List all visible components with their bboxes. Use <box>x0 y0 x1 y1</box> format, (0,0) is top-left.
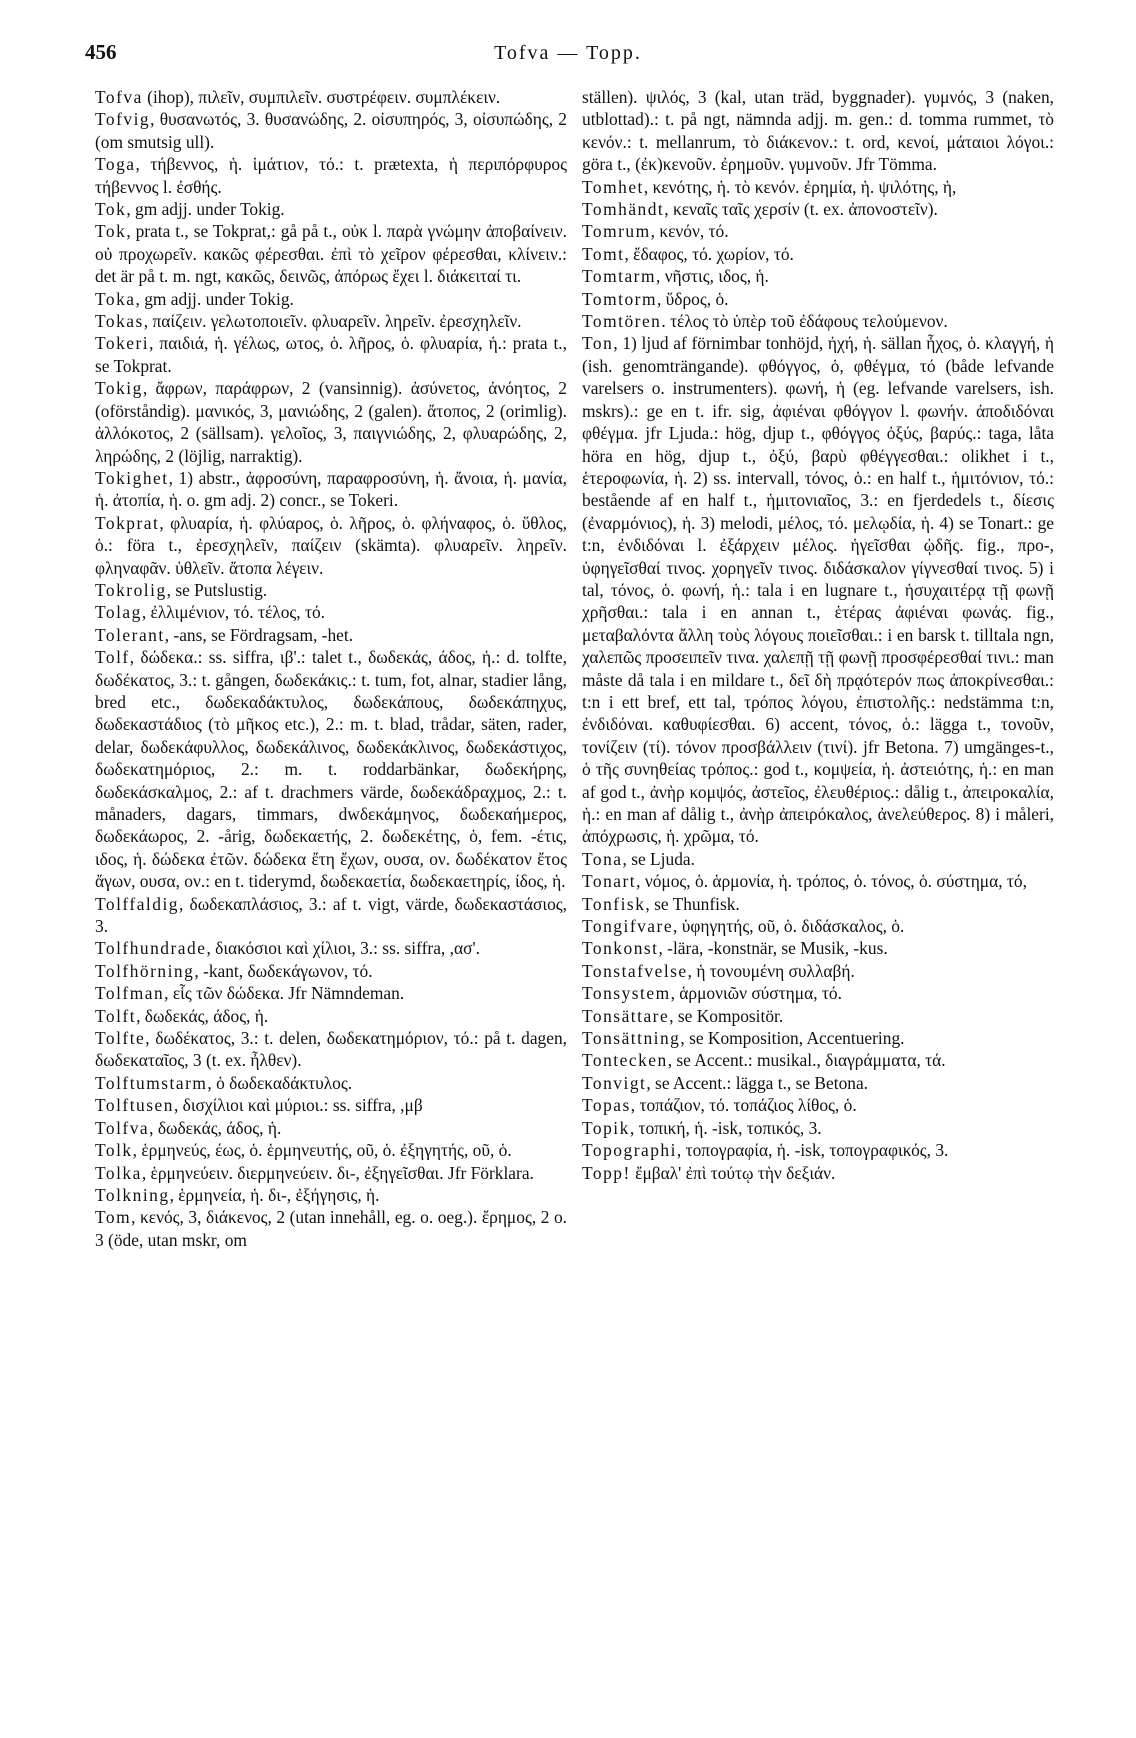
entry-definition: ställen). ψιλός, 3 (kal, utan träd, byggnader). γυμνός, 3 (naken, utblottad).: t. på ngt, nämnda adjj. m. gen.: d. tomma rummet, τὸ κενόν.: t. mellanrum, τὸ διάκενον.: t. ord, κενοί, μάταιοι λόγοι.: göra t., (ἐκ)κενοῦν. ἐρημοῦν. γυμνοῦν. Jfr Tömma. <box>582 87 1054 175</box>
entry-headword: Tolfva <box>95 1117 150 1138</box>
dictionary-entry <box>95 377 567 467</box>
entry-definition: , ὑφηγητής, οῦ, ὁ. διδάσκαλος, ὁ. <box>673 916 905 937</box>
entry-definition: , ἑρμηνεύειν. διερμηνεύειν. δι-, ἐξηγεῖσθαι. Jfr Förklara. <box>141 1162 534 1183</box>
entry-definition: , gm adjj. under Tokig. <box>135 288 294 309</box>
entry-definition: , δωδέκατος, 3.: t. delen, δωδεκατημόριον, τό.: på t. dagen, δωδεκαταῖος, 3 (t. ex. ἦλθεν). <box>95 1028 567 1071</box>
dictionary-entry <box>95 1027 567 1072</box>
right-column <box>582 86 1054 1184</box>
entry-definition: , τοπική, ἡ. -isk, τοπικός, 3. <box>629 1117 822 1138</box>
entry-headword: Tolftusen <box>95 1095 174 1116</box>
entry-headword: Tok <box>95 199 127 220</box>
dictionary-entry <box>582 288 1054 310</box>
dictionary-entry <box>582 915 1054 937</box>
entry-definition: , prata t., se Tokprat,: gå på t., οὐκ l. παρὰ γνώμην ἀποβαίνειν. οὐ προχωρεῖν. κακῶς φέρεσθαι. ἐπὶ τὸ χεῖρον φέρεσθαι, κλίνειν.: det är på t. m. ngt, κακῶς, δεινῶς, ἀπόρως ἔχει l. διάκειταί τι. <box>95 221 567 287</box>
entry-headword: Tok <box>95 221 127 242</box>
entry-headword: Tonsättning <box>582 1028 681 1049</box>
dictionary-entry <box>582 1027 1054 1049</box>
entry-definition: , -kant, δωδεκάγωνον, τό. <box>194 960 373 981</box>
entry-headword: Tonart <box>582 871 637 892</box>
entry-headword: Tonsättare <box>582 1005 670 1026</box>
dictionary-entry <box>582 243 1054 265</box>
entry-headword: Tolftumstarm <box>95 1072 208 1093</box>
entry-definition: , κεναῖς ταῖς χερσίν (t. ex. ἀπονοστεῖν). <box>664 199 938 220</box>
dictionary-entry <box>582 1094 1054 1116</box>
entry-headword: Tolft <box>95 1005 137 1026</box>
entry-headword: Tonfisk <box>582 893 646 914</box>
dictionary-entry <box>582 960 1054 982</box>
entry-headword: Tokprat <box>95 512 160 533</box>
entry-headword: Ton <box>582 333 614 354</box>
dictionary-entry <box>95 624 567 646</box>
dictionary-entry <box>582 265 1054 287</box>
entry-definition: , εἷς τῶν δώδεκα. Jfr Nämndeman. <box>164 983 405 1004</box>
entry-definition: , κενότης, ἡ. τὸ κενόν. ἐρημία, ἡ. ψιλότης, ἡ, <box>643 176 957 197</box>
entry-definition: , τοπάζιον, τό. τοπάζιος λίθος, ὁ. <box>630 1095 857 1116</box>
entry-definition: , ὁ δωδεκαδάκτυλος. <box>207 1072 353 1093</box>
dictionary-entry <box>95 332 567 377</box>
entry-definition: , ἄφρων, παράφρων, 2 (vansinnig). ἀσύνετος, ἀνόητος, 2 (oförståndig). μανικός, 3, μανιώδης, 2 (galen). ἄτοπος, 2 (orimlig). ἀλλόκοτος, 2 (sällsam). γελοῖος, 3, παιγνιώδης, 2, φλυαρώδης, 2, ληρώδης, 2 (löjlig, narraktig). <box>95 378 567 466</box>
entry-headword: Tolfhundrade <box>95 938 207 959</box>
dictionary-entry <box>582 86 1054 176</box>
entry-headword: Tokas <box>95 311 144 332</box>
entry-headword: Tokig <box>95 378 143 399</box>
entry-definition: , δισχίλιοι καὶ μύριοι.: ss. siffra, ,μβ <box>173 1095 423 1116</box>
dictionary-entry <box>582 1005 1054 1027</box>
entry-headword: Toga <box>95 154 136 175</box>
dictionary-entry <box>582 332 1054 847</box>
dictionary-entry <box>582 982 1054 1004</box>
entry-headword: Tomtorm <box>582 288 657 309</box>
dictionary-entry <box>582 1139 1054 1161</box>
entry-definition: , ἔδαφος, τό. χωρίον, τό. <box>624 243 794 264</box>
entry-headword: Tolka <box>95 1162 142 1183</box>
entry-definition: , se Accent.: musikal., διαγράμματα, τά. <box>667 1050 946 1071</box>
dictionary-entry <box>95 220 567 287</box>
entry-headword: Tonvigt <box>582 1072 647 1093</box>
entry-headword: Tomhändt <box>582 199 665 220</box>
entry-headword: Tolkning <box>95 1184 170 1205</box>
dictionary-entry <box>95 288 567 310</box>
entry-definition: , se Thunfisk. <box>645 893 740 914</box>
entry-definition: , gm adjj. under Tokig. <box>126 199 285 220</box>
dictionary-entry <box>582 310 1054 332</box>
entry-definition: , ἑρμηνεύς, έως, ὁ. ἑρμηνευτής, οῦ, ὁ. ἐξηγητής, οῦ, ὁ. <box>132 1140 512 1161</box>
dictionary-entry <box>95 646 567 892</box>
entry-definition: (ihop), πιλεῖν, συμπιλεῖν. συστρέφειν. συμπλέκειν. <box>142 87 501 107</box>
dictionary-entry <box>582 176 1054 198</box>
entry-definition: , -ans, se Fördragsam, -het. <box>164 624 354 645</box>
entry-headword: Tolfhörning <box>95 960 195 981</box>
dictionary-entry <box>582 893 1054 915</box>
dictionary-entry <box>582 198 1054 220</box>
entry-headword: Topik <box>582 1117 630 1138</box>
entry-definition: , κενός, 3, διάκενος, 2 (utan innehåll, eg. o. oeg.). ἔρημος, 2 o. 3 (öde, utan mskr, om <box>95 1207 567 1250</box>
entry-headword: Tolk <box>95 1140 133 1161</box>
entry-definition: , νόμος, ὁ. ἁρμονία, ἡ. τρόπος, ὁ. τόνος, ὁ. σύστημα, τό, <box>636 871 1027 892</box>
entry-definition: , διακόσιοι καὶ χίλιοι, 3.: ss. siffra, ,ασ'. <box>206 938 480 959</box>
entry-definition: , 1) ljud af förnimbar tonhöjd, ἠχή, ἡ. sällan ἦχος, ὁ. κλαγγή, ἡ (ish. genomträngande). φθόγγος, ὁ, φθέγμα, τό (både lefvande varelsers o. instrumenters). φωνή, ἡ (eg. lefvande varelsers, ish. mskrs).: ge en t. ifr. sig, ἀφιέναι φθόγγον l. φωνήν. ἀποδιδόναι φθέγμα. jfr Ljuda.: hög, djup t., φθόγγος ὀξύς, βαρύς.: taga, låta höra en hög, djup t., ὀξύ, βαρὺ φθέγγεσθαι.: olikhet i t., ἑτεροφωνία, ἡ. 2) ss. intervall, τόνος, ὁ.: en half t., ἡμιτόνιον, τό.: bestående af en half t., ἡμιτονιαῖος, 3.: en fjerdedels t., δίεσις (ἐναρμόνιος), ἡ. 3) melodi, μέλος, τό. μελῳδία, ἡ. 4) se Tonart.: ge t:n, ἐνδιδόναι l. ἐξάρχειν μέλος. ἡγεῖσθαι ᾠδῆς. fig., προ-, ὑφηγεῖσθαί τινος. χορηγεῖν τινος. διδάσκαλον γίγνεσθαί τινος. 5) i tal, τόνος, ὁ. φωνή, ἡ.: tala i en lugnare t., ἡσυχαιτέρᾳ τῇ φωνῇ χρῆσθαι.: tala i en annan t., ἑτέρας ἀφιέναι φωνάς. fig., μεταβαλόντα ἄλλη τοὺς λόγους ποιεῖσθαι.: i en barsk t. tilltala ngn, χαλεπῶς προσειπεῖν τινα. χαλεπῇ τῇ φωνῇ προσφέρεσθαί τινι.: man måste då tala i en mildare t., δεῖ δὴ πρᾳότερόν πως ἀποκρίνεσθαι.: t:n i ett bref, ett tal, τρόπος λόγου, ἐπιστολῆς.: nedstämma t:n, ἐνδιδόναι. καθυφίεσθαι. 6) accent, τόνος, ὁ.: lägga t., τονοῦν, τονίζειν (τί). τόνον προσβάλλειν (τινί). jfr Betona. 7) umgänges-t., ὁ τῆς συνηθείας τρόπος.: god t., κομψεία, ἡ. ἀστειότης, ἡ.: en man af god t., ἀνὴρ κομψός, ἀστεῖος, ἐλευθέριος.: dålig t., ἀπειροκαλία, ἡ.: en man af dålig t., ἀνὴρ ἀπειρόκαλος, ἀνελεύθερος. 8) i måleri, ἀπόχρωσις, ἡ. χρῶμα, τό. <box>582 333 1054 847</box>
entry-headword: Tokighet <box>95 467 169 488</box>
entry-definition: , se Ljuda. <box>622 848 695 869</box>
entry-definition: , 1) abstr., ἀφροσύνη, παραφροσύνη, ἡ. ἄνοια, ἡ. μανία, ἡ. ἀτοπία, ἡ. o. gm adj. 2) concr., se Tokeri. <box>95 467 567 511</box>
dictionary-entry <box>95 108 567 153</box>
entry-definition: , ἡ τονουμένη συλλαβή. <box>687 960 855 981</box>
entry-definition: , se Accent.: lägga t., se Betona. <box>646 1072 869 1093</box>
entry-headword: Tonkonst <box>582 938 659 959</box>
dictionary-entry <box>95 1139 567 1161</box>
entry-definition: , τήβεννος, ἡ. ἱμάτιον, τό.: t. prætexta, ἡ περιπόρφυρος τήβεννος l. ἐσθής. <box>95 154 567 197</box>
dictionary-entry <box>582 1072 1054 1094</box>
entry-headword: Tongifvare <box>582 916 674 937</box>
dictionary-entry <box>582 848 1054 870</box>
entry-definition: , ὕδρος, ὁ. <box>656 288 729 309</box>
entry-headword: Tokeri <box>95 333 150 354</box>
entry-definition: , παιδιά, ἡ. γέλως, ωτος, ὁ. λῆρος, ὁ. φλυαρία, ἡ.: prata t., se Tokprat. <box>95 333 567 376</box>
dictionary-entry <box>95 1005 567 1027</box>
entry-definition: , θυσανωτός, 3. θυσανώδης, 2. οἰσυπηρός, 3, οἰσυπώδης, 2 (om smutsig ull). <box>95 109 567 152</box>
dictionary-entry <box>95 1184 567 1206</box>
entry-headword: Topographi <box>582 1140 677 1161</box>
entry-definition: , νῆστις, ιδος, ἡ. <box>656 266 769 287</box>
entry-definition: , τοπογραφία, ἡ. -isk, τοπογραφικός, 3. <box>676 1140 949 1161</box>
dictionary-entry <box>95 937 567 959</box>
entry-headword: Tonstafvelse <box>582 960 688 981</box>
entry-headword: Tona <box>582 848 623 869</box>
dictionary-entry <box>95 1072 567 1094</box>
dictionary-entry <box>95 198 567 220</box>
entry-headword: Tolfte <box>95 1028 146 1049</box>
entry-definition: . τέλος τὸ ὑπὲρ τοῦ ἐδάφους τελούμενον. <box>661 311 948 332</box>
page-number: 456 <box>85 40 117 64</box>
entry-headword: Tomtören <box>582 311 662 332</box>
entry-definition: , δωδεκαπλάσιος, 3.: af t. vigt, värde, δωδεκαστάσιος, 3. <box>95 893 567 937</box>
entry-headword: Tonsystem <box>582 983 671 1004</box>
entry-headword: Tom <box>95 1207 132 1228</box>
entry-headword: Tolfman <box>95 983 165 1004</box>
entry-definition: , se Putslustig. <box>166 579 268 600</box>
dictionary-entry <box>95 1094 567 1116</box>
entry-definition: , -lära, -konstnär, se Musik, -kus. <box>658 938 888 959</box>
dictionary-entry <box>582 1049 1054 1071</box>
dictionary-entry <box>95 310 567 332</box>
dictionary-entry <box>95 893 567 938</box>
entry-definition: , ἐλλιμένιον, τό. τέλος, τό. <box>141 602 326 623</box>
entry-headword: Topp! <box>582 1162 631 1183</box>
dictionary-entry <box>95 512 567 579</box>
dictionary-entry <box>95 960 567 982</box>
entry-definition: , ἑρμηνεία, ἡ. δι-, ἐξήγησις, ἡ. <box>169 1184 380 1205</box>
dictionary-entry <box>95 467 567 512</box>
entry-definition: , φλυαρία, ἡ. φλύαρος, ὁ. λῆρος, ὁ. φλήναφος, ὁ. ὕθλος, ὁ.: föra t., ἐρεσχηλεῖν, παίζειν (skämta). φλυαρεῖν. ληρεῖν. φληναφᾶν. ὑθλεῖν. ἄτοπα λέγειν. <box>95 512 567 578</box>
entry-headword: Tofvig <box>95 109 151 130</box>
entry-headword: Tomhet <box>582 176 644 197</box>
dictionary-entry <box>582 937 1054 959</box>
entry-headword: Tolffaldig <box>95 893 179 914</box>
entry-definition: , δωδεκάς, άδος, ἡ. <box>136 1005 269 1026</box>
running-head: Tofva — Topp. <box>494 42 642 64</box>
entry-definition: , δωδεκάς, άδος, ἡ. <box>149 1117 282 1138</box>
entry-headword: Tontecken <box>582 1050 668 1071</box>
dictionary-entry <box>95 982 567 1004</box>
dictionary-entry <box>95 1117 567 1139</box>
entry-headword: Tokrolig <box>95 579 167 600</box>
entry-headword: Tomt <box>582 243 625 264</box>
entry-definition: ἔμβαλ' ἐπὶ τούτῳ τὴν δεξιάν. <box>630 1162 836 1183</box>
left-column <box>95 86 567 1251</box>
entry-headword: Tomtarm <box>582 266 656 287</box>
dictionary-entry <box>95 1162 567 1184</box>
dictionary-entry <box>95 579 567 601</box>
dictionary-entry <box>95 153 567 198</box>
dictionary-entry <box>95 86 567 108</box>
entry-headword: Tofva <box>95 87 143 107</box>
entry-definition: , se Kompositör. <box>669 1005 784 1026</box>
entry-definition: , se Komposition, Accentuering. <box>680 1028 905 1049</box>
entry-headword: Tolerant <box>95 624 165 645</box>
entry-headword: Tolag <box>95 602 142 623</box>
entry-headword: Tolf <box>95 647 130 668</box>
dictionary-entry <box>95 601 567 623</box>
dictionary-entry <box>95 1206 567 1251</box>
dictionary-entry <box>582 870 1054 892</box>
dictionary-entry <box>582 1162 1054 1184</box>
entry-definition: , δώδεκα.: ss. siffra, ιβ'.: talet t., δωδεκάς, άδος, ἡ.: d. tolfte, δωδέκατος, 3.: t. gången, δωδεκάκις.: t. tum, fot, alnar, stadier lång, bred etc., δωδεκαδάκτυλος, δωδεκάπους, δωδεκάπηχυς, δωδεκαστάδιος (τὸ μῆκος etc.), 2.: m. t. blad, trådar, säten, rader, delar, δωδεκάφυλλος, δωδεκάλινος, δωδεκάκλινος, δωδεκάστιχος, δωδεκατημόριος, 2.: m. t. roddarbänkar, δωδεκήρης, δωδεκάσκαλμος, 2.: af t. drachmers värde, δωδεκάδραχμος, 2.: t. månaders, dagars, timmars, dwδεκάμηνος, δωδεκαήμερος, δωδεκάωρος, 2. -årig, δωδεκαετής, 2. δωδεκέτης, ὁ, fem. -έτις, ιδος, ἡ. δώδεκα ἐτῶν. δώδεκα ἔτη ἔχων, ουσα, ον. δωδέκατον ἔτος ἄγων, ουσα, ον.: en t. tiderymd, δωδεκαετία, δωδεκαετηρίς, ίδος, ἡ. <box>95 647 567 892</box>
entry-headword: Tomrum <box>582 221 651 242</box>
entry-headword: Toka <box>95 288 136 309</box>
entry-definition: , ἁρμονιῶν σύστημα, τό. <box>670 983 842 1004</box>
dictionary-entry <box>582 220 1054 242</box>
entry-definition: , παίζειν. γελωτοποιεῖν. φλυαρεῖν. ληρεῖν. ἐρεσχηλεῖν. <box>143 311 522 332</box>
entry-headword: Topas <box>582 1095 631 1116</box>
dictionary-entry <box>582 1117 1054 1139</box>
entry-definition: , κενόν, τό. <box>650 221 729 242</box>
